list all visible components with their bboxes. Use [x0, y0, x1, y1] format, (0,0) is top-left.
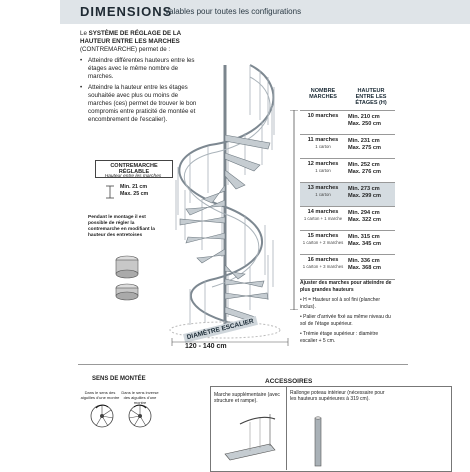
intro-bullet-2: • Atteindre la hauteur entre les étages souhaitée avec plus ou moins de marches (ces) permet de trouver le bon compromis entre praticité de montée et encombrement de l'escalier). [80, 84, 200, 124]
table-row [300, 230, 395, 255]
pendant-text: Pendant le montage il est possible de régler la contremarche en modifiant la hauteur des entretoises [88, 215, 155, 238]
row-max: Max. 368 cm [348, 265, 381, 271]
row-min: Min. 273 cm [348, 186, 380, 192]
row-sub: 1 carton + 3 marches [302, 264, 344, 269]
height-bracket [290, 110, 298, 310]
intro-bullet-1: • Atteindre différentes hauteurs entre les étages avec le même nombre de marches. [80, 57, 200, 81]
note-3: • Palier d'arrivée fixé au même niveau du sol de l'étage supérieur. [300, 314, 391, 327]
contremarche-range [120, 184, 148, 198]
row-sub: 1 carton + 1 marche [303, 216, 343, 221]
accessory-2-text: Rallonge poteau intérieur (nécessaire pour les hauteurs supérieures à 319 cm). [290, 390, 385, 402]
col-header-hauteur: HAUTEUR ENTRE LES ÉTAGES (H) [355, 88, 387, 106]
contremarche-title: CONTREMARCHE RÉGLABLE [95, 160, 173, 178]
note-1: Ajuster des marches pour atteindre de plus grandes hauteurs [300, 280, 392, 293]
contremarche-sub: Hauteur entre les marches [104, 174, 162, 179]
table-row [300, 158, 395, 183]
page-subtitle: valables pour toutes les configurations [165, 7, 302, 16]
diameter-arrow [170, 338, 290, 346]
row-max: Max. 275 cm [348, 145, 381, 151]
sens-right-label: Dans le sens inverse des aiguilles d'une montre [121, 390, 159, 405]
row-sub: 1 carton [315, 144, 331, 149]
row-min: Min. 336 cm [348, 258, 380, 264]
table-row [300, 254, 395, 280]
row-sub: 1 carton [315, 168, 331, 173]
pole-extension-illustration [310, 416, 326, 468]
table-row [300, 206, 395, 231]
accessoires-title: ACCESSOIRES [265, 378, 313, 385]
row-marches: 12 marches [307, 161, 339, 167]
row-max: Max. 299 cm [348, 193, 381, 199]
row-max: Max. 322 cm [348, 217, 381, 223]
spacer-icon [112, 250, 142, 310]
table-row [300, 110, 395, 135]
row-min: Min. 294 cm [348, 210, 380, 216]
row-min: Min. 231 cm [348, 138, 380, 144]
table-notes [300, 280, 395, 348]
riser-height-icon [104, 184, 116, 200]
table-row [300, 134, 395, 159]
row-min: Min. 252 cm [348, 162, 380, 168]
row-marches: 10 marches [307, 113, 339, 119]
sens-left-label: Dans le sens des aiguilles d'une montre [80, 390, 120, 400]
section-divider [78, 364, 408, 365]
row-max: Max. 345 cm [348, 241, 381, 247]
row-marches: 16 marches [307, 257, 339, 263]
intro-bold: SYSTÈME DE RÉGLAGE DE LA HAUTEUR ENTRE LES MARCHES [80, 30, 181, 45]
row-sub: 1 carton + 2 marches [302, 240, 344, 245]
spiral-staircase-illustration [150, 25, 300, 355]
intro-mid: (CONTREMARCHE) [80, 46, 138, 53]
clockwise-stair-icon [88, 402, 116, 430]
diameter-size: 120 - 140 cm [185, 343, 227, 350]
accessory-1-text: Marche supplémentaire (avec structure et rampe). [214, 392, 280, 404]
note-4: • Trémie étage supérieur : diamètre escalier + 5 cm. [300, 331, 379, 344]
sens-title: SENS DE MONTÉE [92, 376, 146, 382]
accessoires-divider [286, 386, 287, 470]
dimensions-table [300, 88, 395, 271]
row-min: Min. 210 cm [348, 114, 380, 120]
contremarche-max: Max. 25 cm [120, 191, 149, 197]
intro-post: permet de : [138, 46, 171, 53]
table-row-highlighted [300, 182, 395, 207]
row-sub: 1 carton [315, 192, 331, 197]
row-max: Max. 250 cm [348, 121, 381, 127]
col-header-marches: NOMBRE MARCHES [309, 88, 337, 100]
page-title: DIMENSIONS [80, 4, 173, 19]
row-marches: 13 marches [307, 185, 339, 191]
row-marches: 14 marches [307, 209, 339, 215]
diameter-label: DIAMÈTRE ESCALIER [183, 316, 258, 343]
row-marches: 15 marches [307, 233, 339, 239]
row-max: Max. 276 cm [348, 169, 381, 175]
contremarche-min: Min. 21 cm [120, 184, 148, 190]
extra-step-illustration [220, 414, 280, 468]
row-min: Min. 315 cm [348, 234, 380, 240]
intro-pre: Le [80, 30, 87, 37]
row-marches: 11 marches [307, 137, 339, 143]
counterclockwise-stair-icon [126, 402, 154, 430]
note-2: • H = Hauteur sol à sol fini (plancher inclus). [300, 297, 380, 310]
